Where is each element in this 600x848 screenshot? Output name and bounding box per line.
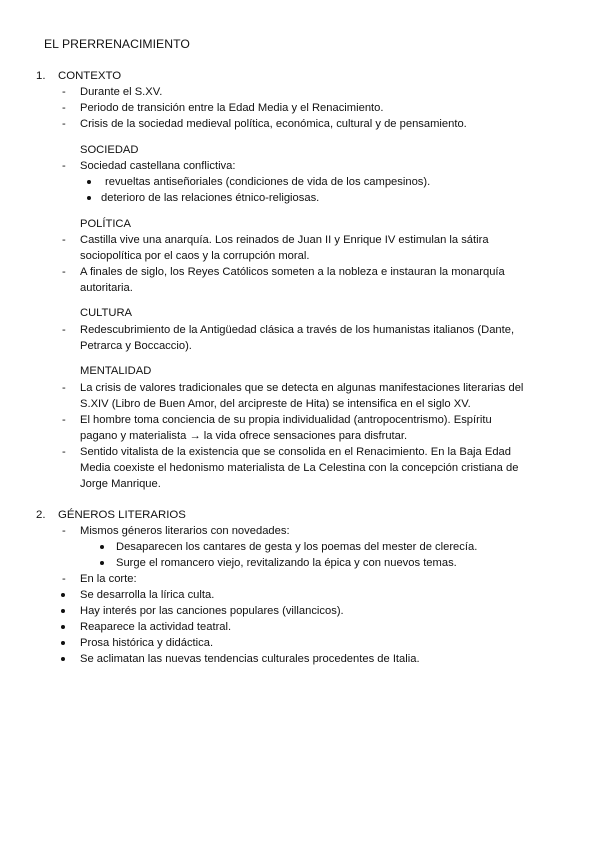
- bullet-item: Se desarrolla la lírica culta.: [80, 589, 215, 601]
- list-item-continuation: Media coexiste el hedonismo materialista de La Celestina con la concepción cristiana de: [80, 462, 519, 474]
- subheading-politica: POLÍTICA: [80, 218, 131, 230]
- dash-marker: -: [62, 525, 66, 537]
- bullet-item: Hay interés por las canciones populares (villancicos).: [80, 605, 344, 617]
- dash-marker: -: [62, 446, 66, 458]
- bullet-item: Reaparece la actividad teatral.: [80, 621, 232, 633]
- section-number: 1.: [36, 70, 46, 82]
- page-title: EL PRERRENACIMIENTO: [44, 37, 190, 51]
- list-item: Redescubrimiento de la Antigüedad clásica a través de los humanistas italianos (Dante,: [80, 324, 515, 336]
- bullet-icon: [61, 641, 65, 645]
- list-item: Durante el S.XV.: [80, 86, 163, 98]
- subheading-cultura: CULTURA: [80, 307, 133, 319]
- list-item: Sentido vitalista de la existencia que se consolida en el Renacimiento. En la Baja Edad: [80, 446, 511, 458]
- list-item-continuation: Petrarca y Boccaccio).: [80, 340, 192, 352]
- dash-marker: -: [62, 266, 66, 278]
- section-number: 2.: [36, 509, 46, 521]
- dash-marker: -: [62, 102, 66, 114]
- list-item: Castilla vive una anarquía. Los reinados de Juan II y Enrique IV estimulan la sátira: [80, 234, 489, 246]
- list-item-continuation: autoritaria.: [80, 282, 133, 294]
- list-item: Crisis de la sociedad medieval política, económica, cultural y de pensamiento.: [80, 118, 467, 130]
- list-item: En la corte:: [80, 573, 137, 585]
- list-item: A finales de siglo, los Reyes Católicos someten a la nobleza e instauran la monarquía: [80, 266, 505, 278]
- bullet-item: deterioro de las relaciones étnico-religiosas.: [101, 192, 320, 204]
- section-heading-generos: GÉNEROS LITERARIOS: [58, 509, 186, 521]
- list-item-continuation: sociopolítica por el caos y la corrupción moral.: [80, 250, 310, 262]
- list-item: La crisis de valores tradicionales que se detecta en algunas manifestaciones literarias del: [80, 382, 524, 394]
- dash-marker: -: [62, 118, 66, 130]
- list-item: Periodo de transición entre la Edad Media y el Renacimiento.: [80, 102, 384, 114]
- list-item: Sociedad castellana conflictiva:: [80, 160, 236, 172]
- bullet-icon: [87, 180, 91, 184]
- dash-marker: -: [62, 573, 66, 585]
- bullet-icon: [100, 561, 104, 565]
- dash-marker: -: [62, 382, 66, 394]
- bullet-item: Surge el romancero viejo, revitalizando la épica y con nuevos temas.: [116, 557, 457, 569]
- dash-marker: -: [62, 324, 66, 336]
- list-item-continuation: pagano y materialista → la vida ofrece sensaciones para disfrutar.: [80, 430, 408, 442]
- bullet-icon: [61, 657, 65, 661]
- bullet-item: Desaparecen los cantares de gesta y los poemas del mester de clerecía.: [116, 541, 478, 553]
- bullet-item: Se aclimatan las nuevas tendencias culturales procedentes de Italia.: [80, 653, 420, 665]
- list-item-continuation: S.XIV (Libro de Buen Amor, del arcipreste de Hita) se intensifica en el siglo XV.: [80, 398, 471, 410]
- bullet-icon: [61, 593, 65, 597]
- list-item: El hombre toma conciencia de su propia individualidad (antropocentrismo). Espíritu: [80, 414, 492, 426]
- dash-marker: -: [62, 234, 66, 246]
- bullet-item: revueltas antiseñoriales (condiciones de vida de los campesinos).: [105, 176, 431, 188]
- bullet-item: Prosa histórica y didáctica.: [80, 637, 214, 649]
- bullet-icon: [87, 196, 91, 200]
- bullet-icon: [61, 625, 65, 629]
- dash-marker: -: [62, 160, 66, 172]
- subheading-mentalidad: MENTALIDAD: [80, 365, 152, 377]
- list-item-continuation: Jorge Manrique.: [80, 478, 161, 490]
- bullet-icon: [100, 545, 104, 549]
- dash-marker: -: [62, 86, 66, 98]
- bullet-icon: [61, 609, 65, 613]
- subheading-sociedad: SOCIEDAD: [80, 144, 139, 156]
- dash-marker: -: [62, 414, 66, 426]
- list-item: Mismos géneros literarios con novedades:: [80, 525, 290, 537]
- section-heading-contexto: CONTEXTO: [58, 70, 122, 82]
